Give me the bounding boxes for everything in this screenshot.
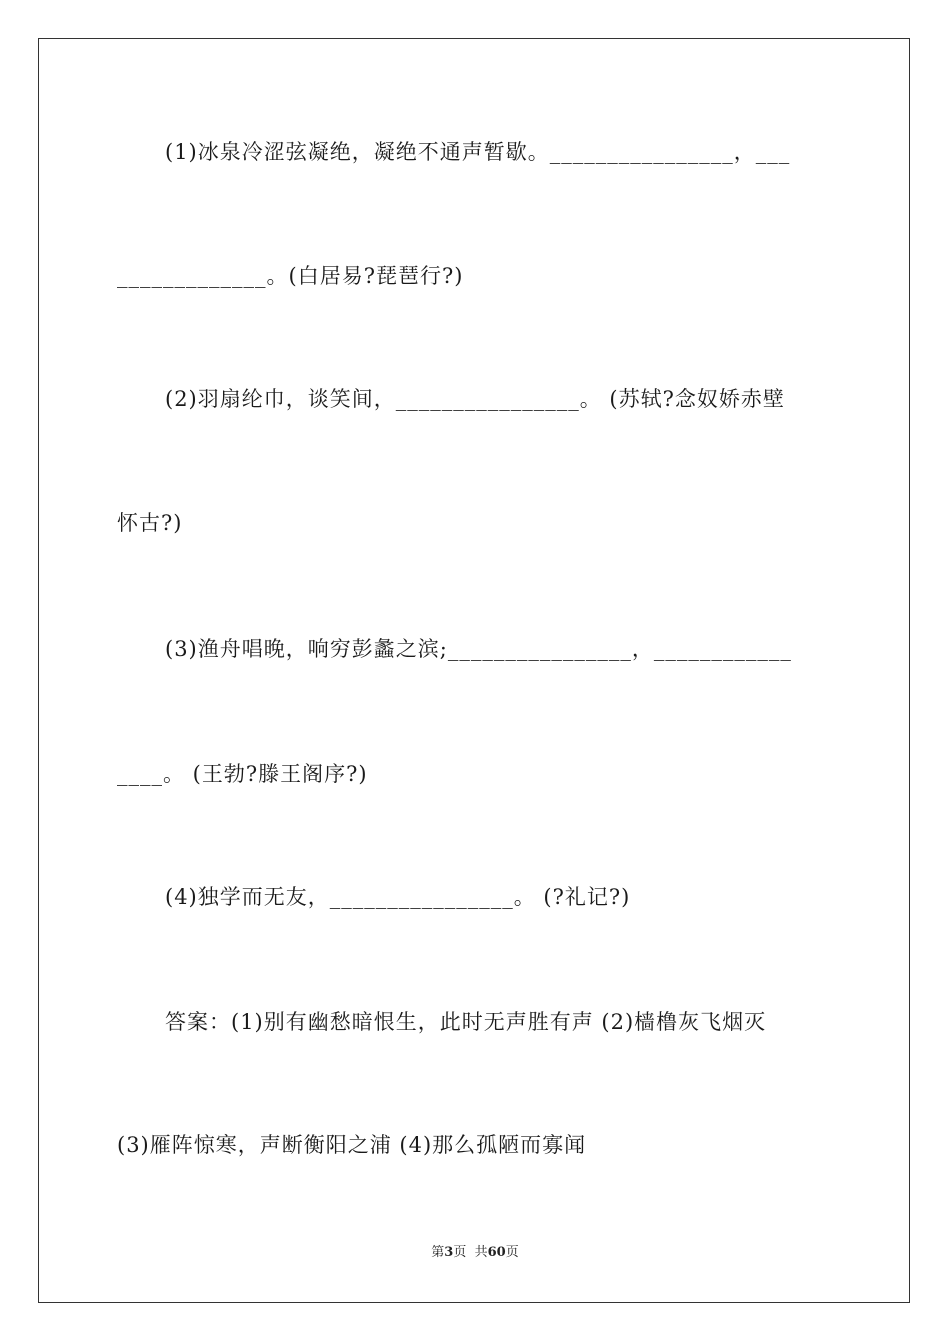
question-2-line-2 <box>117 508 833 538</box>
total-page-count: 60 <box>487 1245 506 1260</box>
answer-line-2 <box>117 1130 833 1160</box>
answer-text-2: (3)雁阵惊寒，声断衡阳之浦 (4)那么孤陋而寡闻 <box>117 1133 587 1157</box>
current-page-number: 3 <box>444 1245 454 1260</box>
question-1-text: (1)冰泉冷涩弦凝绝，凝绝不通声暂歇。________________，___ <box>165 140 791 164</box>
question-2-source: 怀古?) <box>117 511 183 535</box>
question-4-text: (4)独学而无友，________________。 (?礼记?) <box>165 885 631 909</box>
question-2-text: (2)羽扇纶巾，谈笑间，________________。 (苏轼?念奴娇赤壁 <box>165 387 785 411</box>
question-3-line-1 <box>165 634 833 664</box>
question-4-line-1 <box>165 882 833 912</box>
question-1-line-2 <box>117 261 833 291</box>
page-border <box>38 38 910 1303</box>
question-3-source: ____。 (王勃?滕王阁序?) <box>117 762 368 786</box>
footer-middle: 页 共 <box>453 1245 488 1260</box>
footer-prefix: 第 <box>431 1245 445 1260</box>
footer-suffix: 页 <box>505 1245 519 1260</box>
answer-text-1: 答案：(1)别有幽愁暗恨生，此时无声胜有声 (2)樯橹灰飞烟灭 <box>165 1010 767 1034</box>
question-3-line-2 <box>117 759 833 789</box>
question-1-line-1 <box>165 137 833 167</box>
answer-line-1 <box>165 1007 833 1037</box>
question-1-source: _____________。(白居易?琵琶行?) <box>117 264 464 288</box>
page-footer <box>0 1243 950 1263</box>
question-2-line-1 <box>165 384 833 414</box>
question-3-text: (3)渔舟唱晚，响穷彭蠡之滨;________________，____________ <box>165 637 792 661</box>
